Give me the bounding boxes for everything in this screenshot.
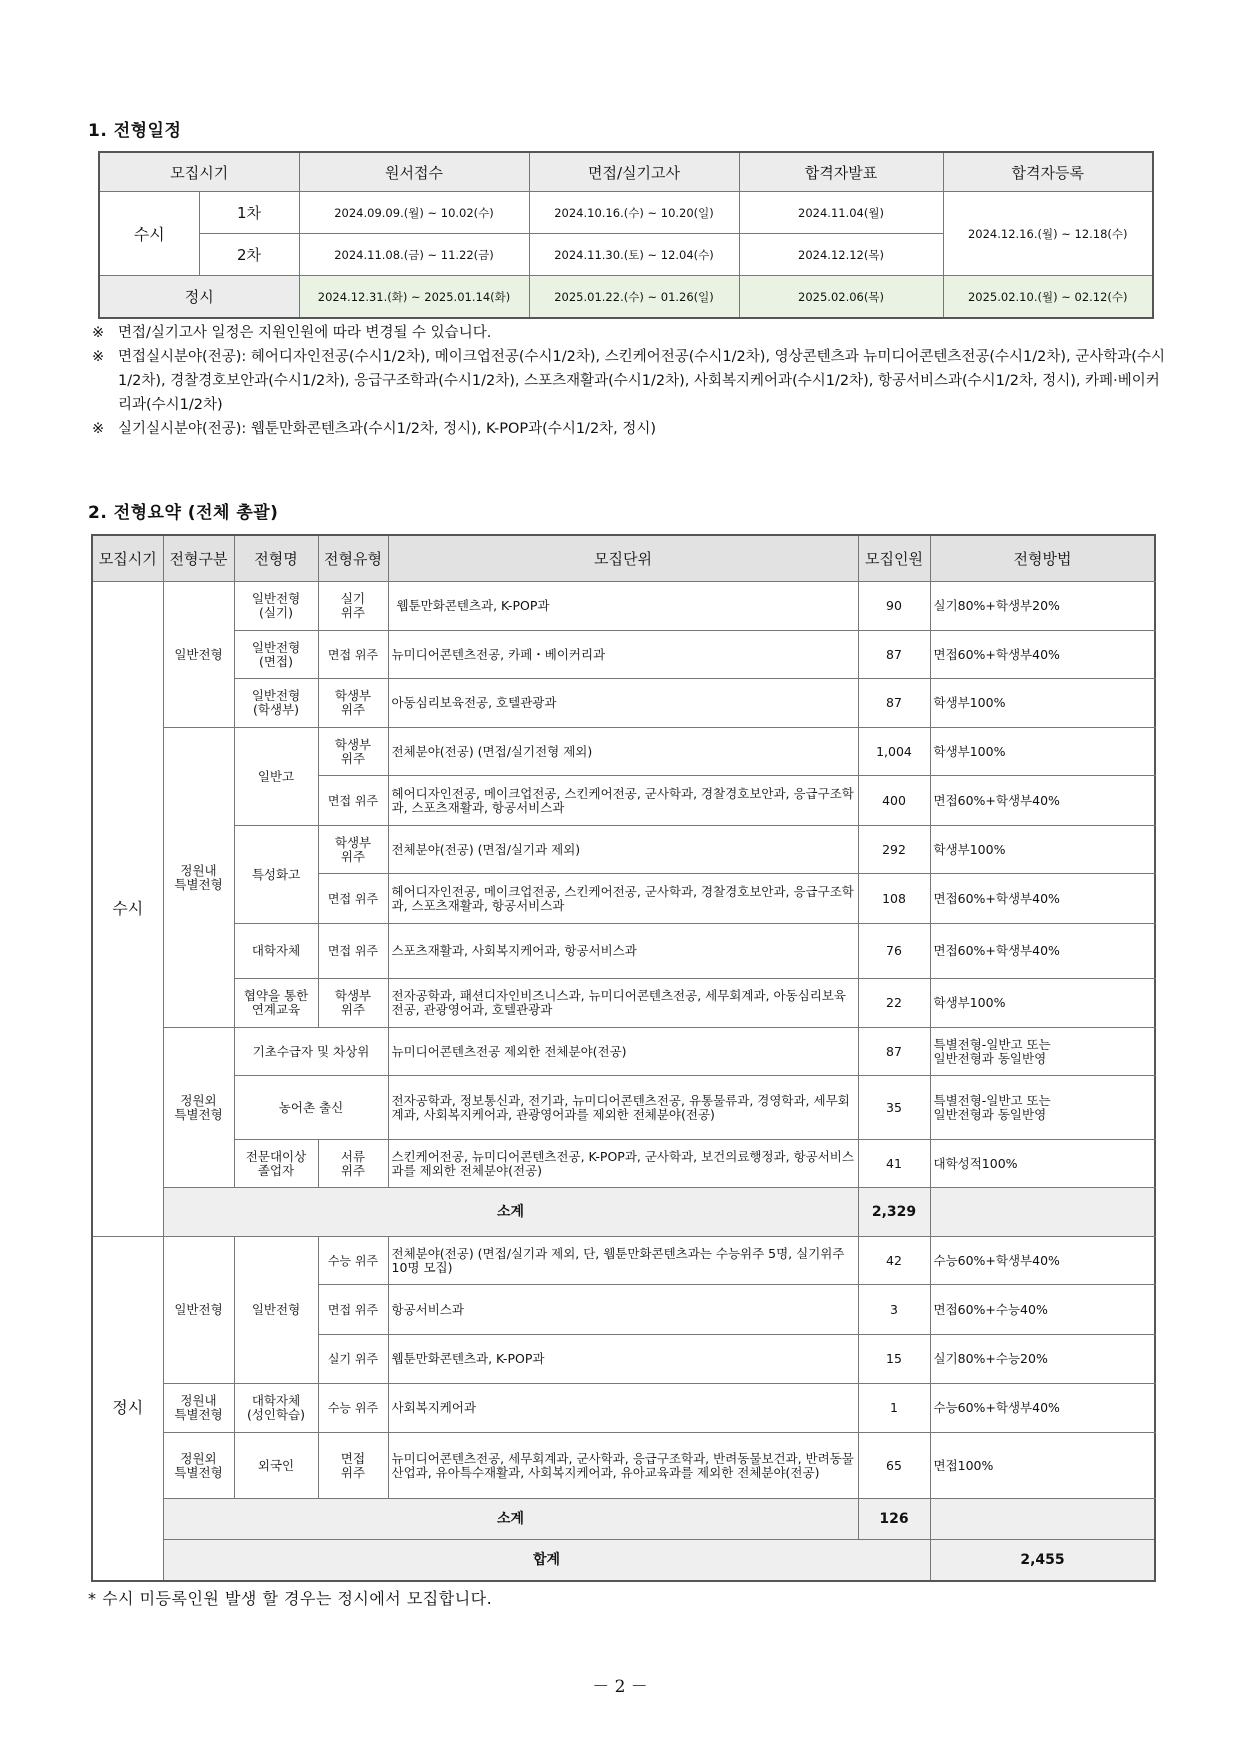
count-cell: 90	[858, 582, 930, 631]
jeongsi-label: 정시	[99, 276, 299, 319]
name-cell: 외국인	[234, 1433, 318, 1499]
apply-date: 2024.09.09.(월) ~ 10.02(수)	[299, 192, 529, 234]
kind-cell: 학생부 위주	[318, 826, 388, 874]
kind-cell: 면접 위주	[318, 874, 388, 924]
kind-cell: 면접 위주	[318, 1285, 388, 1335]
table-row	[92, 924, 1155, 979]
unit-cell: 뉴미디어콘텐츠전공 제외한 전체분야(전공)	[388, 1028, 858, 1076]
name-cell: 일반전형 (학생부)	[234, 679, 318, 728]
col-header: 전형구분	[163, 535, 234, 582]
col-header: 전형명	[234, 535, 318, 582]
unit-cell: 전자공학과, 정보통신과, 전기과, 뉴미디어콘텐츠전공, 유통물류과, 경영학과, 세무회계과, 사회복지케어과, 관광영어과를 제외한 전체분야(전공)	[388, 1076, 858, 1140]
table-row	[92, 979, 1155, 1028]
name-cell: 기초수급자 및 차상위	[234, 1028, 388, 1076]
kind-cell: 면접 위주	[318, 631, 388, 679]
unit-cell: 웹툰만화콘텐츠과, K-POP과	[388, 582, 858, 631]
schedule-header-row	[99, 152, 1153, 192]
summary-table	[91, 534, 1156, 1582]
method-cell: 면접60%+수능40%	[930, 1285, 1155, 1335]
method-cell: 특별전형-일반고 또는 일반전형과 동일반영	[930, 1028, 1155, 1076]
kind-cell: 실기 위주	[318, 582, 388, 631]
col-header: 합격자발표	[739, 152, 943, 192]
total-label: 합계	[163, 1540, 930, 1581]
table-row	[92, 1433, 1155, 1499]
count-cell: 1,004	[858, 728, 930, 776]
unit-cell: 전체분야(전공) (면접/실기과 제외)	[388, 826, 858, 874]
name-cell: 전문대이상 졸업자	[234, 1140, 318, 1188]
section1-title: 1. 전형일정	[88, 121, 182, 141]
type-cell: 정원내 특별전형	[163, 728, 234, 1028]
count-cell: 76	[858, 924, 930, 979]
susi-label: 수시	[99, 192, 199, 276]
summary-header-row	[92, 535, 1155, 582]
apply-date: 2024.11.08.(금) ~ 11.22(금)	[299, 234, 529, 276]
name-cell: 일반전형 (면접)	[234, 631, 318, 679]
register-date: 2025.02.10.(월) ~ 02.12(수)	[943, 276, 1153, 319]
unit-cell: 항공서비스과	[388, 1285, 858, 1335]
type-cell: 정원외 특별전형	[163, 1028, 234, 1188]
method-cell: 특별전형-일반고 또는 일반전형과 동일반영	[930, 1076, 1155, 1140]
unit-cell: 전체분야(전공) (면접/실기과 제외, 단, 웹툰만화콘텐츠과는 수능위주 5명, 실기위주 10명 모집)	[388, 1237, 858, 1285]
count-cell: 292	[858, 826, 930, 874]
total-value: 2,455	[930, 1540, 1155, 1581]
footnote: * 수시 미등록인원 발생 할 경우는 정시에서 모집합니다.	[88, 1589, 493, 1608]
schedule-table	[98, 151, 1154, 319]
unit-cell: 스킨케어전공, 뉴미디어콘텐츠전공, K-POP과, 군사학과, 보건의료행정과, 항공서비스과를 제외한 전체분야(전공)	[388, 1140, 858, 1188]
kind-cell: 면접 위주	[318, 924, 388, 979]
kind-cell: 학생부 위주	[318, 679, 388, 728]
unit-cell: 아동심리보육전공, 호텔관광과	[388, 679, 858, 728]
count-cell: 35	[858, 1076, 930, 1140]
type-cell: 일반전형	[163, 582, 234, 728]
note-item: ※ 면접/실기고사 일정은 지원인원에 따라 변경될 수 있습니다.	[92, 325, 492, 341]
table-row	[92, 679, 1155, 728]
count-cell: 1	[858, 1384, 930, 1433]
col-header: 모집인원	[858, 535, 930, 582]
count-cell: 400	[858, 776, 930, 826]
count-cell: 22	[858, 979, 930, 1028]
table-row	[92, 728, 1155, 776]
kind-cell: 학생부 위주	[318, 979, 388, 1028]
col-header: 모집단위	[388, 535, 858, 582]
name-cell: 협약을 통한 연계교육	[234, 979, 318, 1028]
name-cell: 대학자체	[234, 924, 318, 979]
name-cell: 특성화고	[234, 826, 318, 924]
schedule-row	[99, 192, 1153, 234]
unit-cell: 전체분야(전공) (면접/실기전형 제외)	[388, 728, 858, 776]
type-cell: 일반전형	[163, 1237, 234, 1384]
subtotal-label: 소계	[163, 1499, 858, 1540]
method-cell: 수능60%+학생부40%	[930, 1384, 1155, 1433]
method-cell: 학생부100%	[930, 679, 1155, 728]
subtotal-row	[92, 1188, 1155, 1237]
name-cell: 대학자체 (성인학습)	[234, 1384, 318, 1433]
announce-date: 2024.12.12(목)	[739, 234, 943, 276]
count-cell: 3	[858, 1285, 930, 1335]
announce-date: 2025.02.06(목)	[739, 276, 943, 319]
method-cell: 면접60%+학생부40%	[930, 631, 1155, 679]
section2-title: 2. 전형요약 (전체 총괄)	[88, 503, 279, 523]
note-item: ※ 실기실시분야(전공): 웹툰만화콘텐츠과(수시1/2차, 정시), K-POP과(수시1/2차, 정시)	[92, 421, 657, 437]
table-row	[92, 1140, 1155, 1188]
apply-date: 2024.12.31.(화) ~ 2025.01.14(화)	[299, 276, 529, 319]
col-header: 원서접수	[299, 152, 529, 192]
page-number: － 2 －	[592, 1677, 648, 1697]
total-row	[92, 1540, 1155, 1581]
name-cell: 농어촌 출신	[234, 1076, 388, 1140]
table-row	[92, 1384, 1155, 1433]
col-header: 모집시기	[92, 535, 163, 582]
name-cell: 일반전형	[234, 1237, 318, 1384]
subtotal-label: 소계	[163, 1188, 858, 1237]
count-cell: 42	[858, 1237, 930, 1285]
note-item: ※ 면접실시분야(전공): 헤어디자인전공(수시1/2차), 메이크업전공(수시1/2차), 스킨케어전공(수시1/2차), 영상콘텐츠과 뉴미디어콘텐츠전공(수시1/2차), 군사학과(수시1/2차), 경찰경호보안과(수시1/2차), 응급구조학과(수시1/2차), 스포츠재활과(수시1/2차), 사회복지케어과(수시1/2차), 항공서비스과(수시1/2차, 정시), 카페·베이커리과(수시1/2차)	[92, 349, 1165, 413]
subtotal-row	[92, 1499, 1155, 1540]
schedule-notes	[92, 321, 1172, 441]
type-cell: 정원내 특별전형	[163, 1384, 234, 1433]
method-cell: 면접60%+학생부40%	[930, 874, 1155, 924]
method-cell: 대학성적100%	[930, 1140, 1155, 1188]
method-cell: 면접100%	[930, 1433, 1155, 1499]
interview-date: 2024.10.16.(수) ~ 10.20(일)	[529, 192, 739, 234]
count-cell: 108	[858, 874, 930, 924]
unit-cell: 전자공학과, 패션디자인비즈니스과, 뉴미디어콘텐츠전공, 세무회계과, 아동심리보육전공, 관광영어과, 호텔관광과	[388, 979, 858, 1028]
kind-cell: 수능 위주	[318, 1237, 388, 1285]
col-header: 전형방법	[930, 535, 1155, 582]
col-header: 합격자등록	[943, 152, 1153, 192]
kind-cell: 학생부 위주	[318, 728, 388, 776]
method-cell: 실기80%+학생부20%	[930, 582, 1155, 631]
col-header: 면접/실기고사	[529, 152, 739, 192]
table-row	[92, 582, 1155, 631]
type-cell: 정원외 특별전형	[163, 1433, 234, 1499]
count-cell: 15	[858, 1335, 930, 1384]
table-row	[92, 1237, 1155, 1285]
schedule-row	[99, 276, 1153, 319]
unit-cell: 웹툰만화콘텐츠과, K-POP과	[388, 1335, 858, 1384]
col-header: 전형유형	[318, 535, 388, 582]
method-cell: 학생부100%	[930, 728, 1155, 776]
register-date: 2024.12.16.(월) ~ 12.18(수)	[943, 192, 1153, 276]
count-cell: 87	[858, 1028, 930, 1076]
kind-cell: 면접 위주	[318, 776, 388, 826]
count-cell: 65	[858, 1433, 930, 1499]
count-cell: 87	[858, 679, 930, 728]
unit-cell: 스포츠재활과, 사회복지케어과, 항공서비스과	[388, 924, 858, 979]
interview-date: 2025.01.22.(수) ~ 01.26(일)	[529, 276, 739, 319]
col-header: 모집시기	[99, 152, 299, 192]
unit-cell: 헤어디자인전공, 메이크업전공, 스킨케어전공, 군사학과, 경찰경호보안과, 응급구조학과, 스포츠재활과, 항공서비스과	[388, 874, 858, 924]
count-cell: 87	[858, 631, 930, 679]
table-row	[92, 1076, 1155, 1140]
kind-cell: 서류 위주	[318, 1140, 388, 1188]
subtotal-value: 126	[858, 1499, 930, 1540]
round-label: 2차	[199, 234, 299, 276]
table-row	[92, 826, 1155, 874]
period-cell: 정시	[92, 1237, 163, 1581]
unit-cell: 뉴미디어콘텐츠전공, 세무회계과, 군사학과, 응급구조학과, 반려동물보건과, 반려동물산업과, 유아특수재활과, 사회복지케어과, 유아교육과를 제외한 전체분야(전공)	[388, 1433, 858, 1499]
unit-cell: 뉴미디어콘텐츠전공, 카페・베이커리과	[388, 631, 858, 679]
table-row	[92, 631, 1155, 679]
method-cell: 학생부100%	[930, 826, 1155, 874]
subtotal-empty	[930, 1188, 1155, 1237]
name-cell: 일반고	[234, 728, 318, 826]
method-cell: 실기80%+수능20%	[930, 1335, 1155, 1384]
method-cell: 수능60%+학생부40%	[930, 1237, 1155, 1285]
table-row	[92, 1028, 1155, 1076]
announce-date: 2024.11.04(월)	[739, 192, 943, 234]
unit-cell: 헤어디자인전공, 메이크업전공, 스킨케어전공, 군사학과, 경찰경호보안과, 응급구조학과, 스포츠재활과, 항공서비스과	[388, 776, 858, 826]
name-cell: 일반전형 (실기)	[234, 582, 318, 631]
method-cell: 면접60%+학생부40%	[930, 776, 1155, 826]
kind-cell: 면접 위주	[318, 1433, 388, 1499]
method-cell: 면접60%+학생부40%	[930, 924, 1155, 979]
subtotal-empty	[930, 1499, 1155, 1540]
subtotal-value: 2,329	[858, 1188, 930, 1237]
count-cell: 41	[858, 1140, 930, 1188]
interview-date: 2024.11.30.(토) ~ 12.04(수)	[529, 234, 739, 276]
unit-cell: 사회복지케어과	[388, 1384, 858, 1433]
method-cell: 학생부100%	[930, 979, 1155, 1028]
kind-cell: 실기 위주	[318, 1335, 388, 1384]
kind-cell: 수능 위주	[318, 1384, 388, 1433]
round-label: 1차	[199, 192, 299, 234]
period-cell: 수시	[92, 582, 163, 1237]
